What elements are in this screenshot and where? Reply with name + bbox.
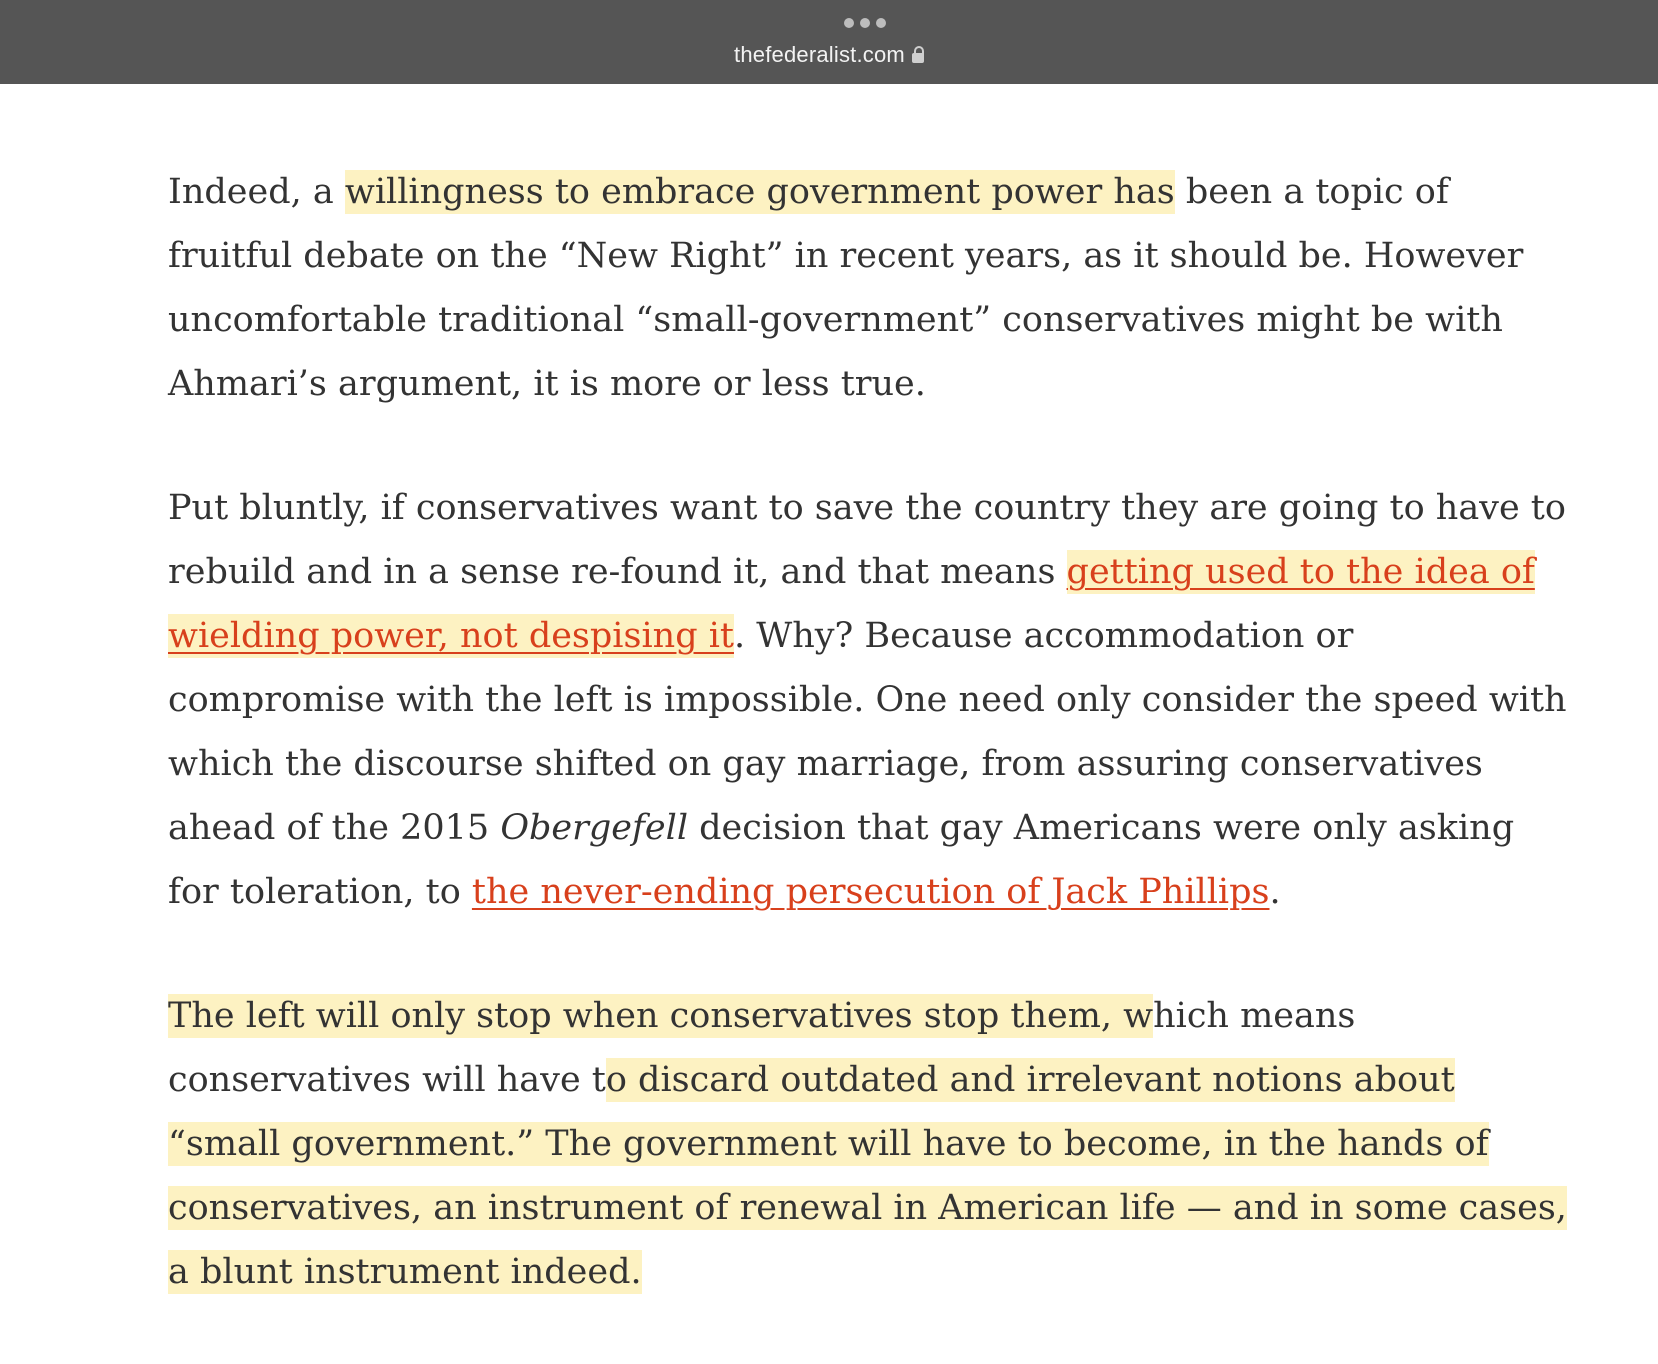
text-span: . xyxy=(1269,872,1281,912)
link-wielding-power[interactable]: getting used to the idea of wielding power, not despising it xyxy=(168,552,1535,656)
highlight: The left will only stop when conservatives stop them, w xyxy=(168,996,1154,1036)
text-span: hich means conservatives will have t xyxy=(168,996,1356,1100)
lock-icon xyxy=(912,53,924,63)
text-span: Indeed, a xyxy=(168,172,345,212)
highlight: willingness to embrace government power has xyxy=(344,172,1175,212)
text-span: decision that gay Americans were only asking for toleration, to xyxy=(168,808,1515,912)
paragraph-3 xyxy=(168,984,1568,1304)
italic-case-name: Obergefell xyxy=(500,808,689,848)
paragraph-1 xyxy=(168,160,1568,416)
link-jack-phillips[interactable]: the never-ending persecution of Jack Phillips xyxy=(471,872,1270,912)
paragraph-2 xyxy=(168,476,1568,924)
address-bar[interactable] xyxy=(0,42,1658,68)
more-dots-icon[interactable] xyxy=(844,18,886,28)
article-body xyxy=(168,160,1568,1364)
text-span: . Why? Because accommodation or compromise with the left is impossible. One need only consider the speed with which the discourse shifted on gay marriage, from assuring conservatives ahead of the 2015 xyxy=(168,616,1567,848)
text-span: Put bluntly, if conservatives want to save the country they are going to have to rebuild and in a sense re-found it, and that means xyxy=(168,488,1566,592)
browser-top-bar xyxy=(0,0,1658,84)
text-span: been a topic of fruitful debate on the “New Right” in recent years, as it should be. However uncomfortable traditional “small-government” conservatives might be with Ahmari’s argument, it is more or less true. xyxy=(168,172,1524,404)
highlight: o discard outdated and irrelevant notions about “small government.” The government will have to become, in the hands of conservatives, an instrument of renewal in American life — and in some cases, a blunt instrument indeed. xyxy=(168,1060,1567,1292)
url-text: thefederalist.com xyxy=(734,42,905,67)
